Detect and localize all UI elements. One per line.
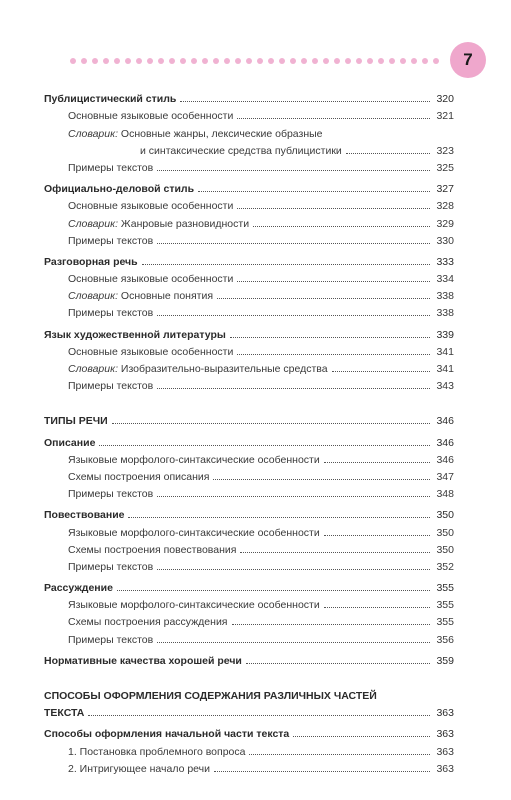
toc-entry[interactable]	[44, 449, 454, 466]
dot-decoration	[323, 58, 329, 64]
toc-page-number: 359	[436, 654, 454, 667]
dot-decoration	[400, 58, 406, 64]
toc-entry-continuation: ТЕКСТА	[44, 707, 85, 720]
toc-entry-title	[68, 162, 153, 174]
dot-leader	[230, 337, 430, 338]
toc-page-number: 355	[436, 616, 454, 629]
toc-page-number: 363	[436, 745, 454, 758]
dot-leader	[240, 552, 430, 553]
dot-leader	[157, 388, 430, 389]
toc-entry-text: Языковые морфолого-синтаксические особенности	[68, 453, 320, 466]
toc-entry-text: Повествование	[44, 509, 125, 522]
toc-entry[interactable]	[44, 483, 454, 500]
toc-entry-text: Рассуждение	[44, 582, 113, 595]
toc-entry-text: Схемы построения рассуждения	[68, 616, 228, 629]
toc-page-number: 347	[436, 470, 454, 483]
dot-leader	[157, 315, 430, 316]
toc-entry-title	[68, 110, 233, 122]
toc-page-number: 355	[436, 599, 454, 612]
dot-decoration	[290, 58, 296, 64]
toc-entry[interactable]	[44, 410, 454, 427]
toc-entry-title	[68, 454, 320, 466]
toc-entry[interactable]	[44, 285, 454, 302]
toc-page-number: 321	[436, 110, 454, 123]
dot-decoration	[356, 58, 362, 64]
toc-entry-title	[44, 582, 113, 594]
toc-page-number: 350	[436, 509, 454, 522]
dot-leader	[214, 771, 430, 772]
dot-leader	[232, 624, 431, 625]
dot-decoration	[301, 58, 307, 64]
dot-leader	[157, 170, 430, 171]
dictionary-label: Словарик:	[68, 363, 118, 375]
toc-entry[interactable]	[44, 341, 454, 358]
dot-decoration	[334, 58, 340, 64]
dot-leader	[253, 226, 430, 227]
dictionary-label: Словарик:	[68, 127, 118, 140]
dot-leader	[198, 191, 430, 192]
dot-leader	[112, 423, 430, 424]
dot-decoration	[257, 58, 263, 64]
dot-decoration	[268, 58, 274, 64]
dictionary-label: Словарик:	[68, 217, 118, 230]
toc-page-number: 334	[436, 273, 454, 286]
page-header	[0, 40, 511, 84]
toc-entry-text: СПОСОБЫ ОФОРМЛЕНИЯ СОДЕРЖАНИЯ РАЗЛИЧНЫХ ЧАСТЕЙ	[44, 690, 377, 702]
toc-page-number: 352	[436, 560, 454, 573]
dot-decoration	[70, 58, 76, 64]
toc-entry[interactable]	[44, 723, 454, 740]
toc-entry-title	[68, 290, 213, 302]
dot-decoration	[180, 58, 186, 64]
toc-entry-text: Схемы построения повествования	[68, 543, 237, 556]
dot-decoration	[312, 58, 318, 64]
toc-entry-title	[68, 561, 153, 573]
toc-entry[interactable]	[44, 302, 454, 319]
toc-entry-text: Языковые морфолого-синтаксические особенности	[68, 599, 320, 612]
dot-decoration	[224, 58, 230, 64]
dot-leader	[237, 281, 430, 282]
toc-entry-title	[68, 634, 153, 646]
toc-entry-text: Примеры текстов	[68, 633, 154, 646]
toc-entry-title	[68, 616, 228, 628]
dot-decoration	[433, 58, 439, 64]
toc-entry-title	[44, 183, 194, 195]
toc-entry-title	[68, 544, 236, 556]
toc-entry-title	[68, 346, 233, 358]
dot-decoration	[136, 58, 142, 64]
toc-entry-text: Основные понятия	[118, 290, 214, 303]
toc-entry[interactable]	[44, 539, 454, 556]
toc-entry-text: Примеры текстов	[68, 488, 154, 501]
toc-entry-title	[44, 437, 95, 449]
dot-decoration	[81, 58, 87, 64]
toc-page-number: 338	[436, 290, 454, 303]
toc-entry[interactable]	[44, 230, 454, 247]
toc-entry-title	[68, 307, 153, 319]
dot-decoration	[169, 58, 175, 64]
toc-page-number: 363	[436, 728, 454, 741]
dot-leader	[324, 535, 430, 536]
toc-page-number: 348	[436, 488, 454, 501]
toc-entry-title	[68, 599, 320, 611]
dot-leader	[324, 607, 430, 608]
toc-entry-text: Описание	[44, 436, 96, 449]
toc-entry-text: Основные языковые особенности	[68, 110, 234, 123]
dot-decoration	[378, 58, 384, 64]
toc-entry[interactable]	[44, 375, 454, 392]
toc-entry-text: Примеры текстов	[68, 307, 154, 320]
toc-entry-title	[68, 363, 328, 375]
toc-entry-title	[68, 235, 153, 247]
toc-entry[interactable]	[44, 521, 454, 538]
toc-entry-title	[68, 273, 233, 285]
toc-entry[interactable]	[44, 628, 454, 645]
dot-decoration	[202, 58, 208, 64]
toc-entry-title	[44, 728, 289, 740]
dot-leader	[324, 462, 430, 463]
toc-entry-text: Языковые морфолого-синтаксические особенности	[68, 526, 320, 539]
toc-entry-text: Схемы построения описания	[68, 470, 210, 483]
toc-entry[interactable]	[44, 594, 454, 611]
toc-page-number: 355	[436, 582, 454, 595]
toc-entry-text: Жанровые разновидности	[118, 217, 250, 230]
toc-page-number: 350	[436, 526, 454, 539]
toc-page-number: 330	[436, 234, 454, 247]
dot-decoration	[235, 58, 241, 64]
toc-entry[interactable]	[44, 122, 454, 139]
dot-leader	[332, 371, 430, 372]
dot-leader	[237, 208, 430, 209]
toc-page-number: 339	[436, 328, 454, 341]
toc-entry-title	[68, 200, 233, 212]
toc-page-number: 363	[436, 762, 454, 775]
toc-entry-title	[44, 329, 226, 341]
toc-entry-text: Основные языковые особенности	[68, 200, 234, 213]
dot-leader	[157, 243, 430, 244]
toc-entry-title	[68, 746, 245, 758]
toc-page-number: 343	[436, 380, 454, 393]
table-of-contents	[44, 88, 454, 775]
toc-entry[interactable]	[44, 758, 454, 775]
toc-entry-title	[68, 128, 323, 140]
section-gap	[44, 392, 454, 410]
toc-entry-text: Примеры текстов	[68, 380, 154, 393]
toc-entry[interactable]	[44, 650, 454, 667]
toc-page-number: 346	[436, 436, 454, 449]
toc-entry-text: Способы оформления начальной части текста	[44, 728, 290, 741]
toc-page-number: 350	[436, 543, 454, 556]
toc-entry[interactable]	[44, 577, 454, 594]
toc-entry[interactable]	[44, 740, 454, 757]
toc-entry-text: Язык художественной литературы	[44, 328, 226, 341]
dot-decoration	[158, 58, 164, 64]
dot-leader	[99, 445, 430, 446]
toc-page-number: 341	[436, 363, 454, 375]
toc-entry[interactable]	[44, 157, 454, 174]
dot-leader	[249, 754, 430, 755]
dot-decoration	[422, 58, 428, 64]
dot-leader	[88, 715, 430, 716]
toc-entry-title	[68, 218, 249, 230]
toc-page-number: 363	[436, 707, 454, 720]
toc-page-number: 356	[436, 633, 454, 646]
dot-leader	[217, 298, 430, 299]
toc-entry[interactable]	[44, 212, 454, 229]
decorative-dot-line	[70, 58, 450, 66]
dot-leader	[157, 642, 430, 643]
dot-decoration	[147, 58, 153, 64]
toc-entry[interactable]	[44, 88, 454, 105]
section-gap	[44, 667, 454, 685]
toc-entry-title	[68, 763, 210, 775]
dot-leader	[213, 479, 430, 480]
dot-leader	[293, 736, 430, 737]
toc-entry-title	[68, 380, 153, 392]
toc-page-number: 346	[436, 453, 454, 466]
toc-entry[interactable]	[44, 358, 454, 375]
toc-page-number: 333	[436, 255, 454, 268]
toc-entry-text: Примеры текстов	[68, 234, 154, 247]
dot-leader	[142, 264, 430, 265]
toc-page-number: 329	[436, 217, 454, 230]
toc-entry[interactable]	[44, 431, 454, 448]
toc-entry[interactable]	[44, 195, 454, 212]
dot-decoration	[345, 58, 351, 64]
toc-entry[interactable]	[44, 178, 454, 195]
dot-leader	[246, 663, 430, 664]
toc-entry-text: 2. Интригующее начало речи	[68, 762, 210, 775]
toc-entry[interactable]	[44, 268, 454, 285]
toc-page-number: 327	[436, 183, 454, 196]
dot-leader	[157, 569, 430, 570]
toc-entry[interactable]	[44, 504, 454, 521]
toc-entry-title	[44, 415, 108, 427]
dot-leader	[237, 354, 430, 355]
dot-decoration	[246, 58, 252, 64]
toc-page-number: 346	[436, 415, 454, 428]
toc-entry-text: Примеры текстов	[68, 560, 154, 573]
toc-entry[interactable]	[44, 702, 454, 719]
toc-entry-text: Основные жанры, лексические образные	[118, 127, 323, 140]
toc-page-number: 338	[436, 307, 454, 320]
page-number-badge: 7	[450, 42, 486, 78]
dictionary-label: Словарик:	[68, 290, 118, 303]
toc-entry-text: Нормативные качества хорошей речи	[44, 654, 242, 667]
toc-entry-title	[44, 509, 124, 521]
toc-entry-text: Изобразительно-выразительные средства	[118, 363, 328, 375]
toc-entry-text: ТИПЫ РЕЧИ	[44, 415, 108, 428]
toc-entry-text: Основные языковые особенности	[68, 345, 234, 358]
toc-entry-title	[44, 690, 377, 702]
toc-entry-text: Разговорная речь	[44, 255, 138, 268]
toc-entry-text: Публицистический стиль	[44, 93, 177, 106]
toc-entry[interactable]	[44, 323, 454, 340]
dot-leader	[117, 590, 430, 591]
dot-decoration	[389, 58, 395, 64]
toc-entry[interactable]	[44, 556, 454, 573]
toc-entry-title	[68, 488, 153, 500]
dot-decoration	[92, 58, 98, 64]
toc-entry-title	[68, 527, 320, 539]
toc-entry-title	[44, 93, 176, 105]
dot-decoration	[103, 58, 109, 64]
dot-leader	[128, 517, 430, 518]
toc-page-number: 323	[436, 144, 454, 157]
dot-decoration	[191, 58, 197, 64]
toc-entry-continuation: и синтаксические средства публицистики	[140, 144, 342, 157]
toc-entry[interactable]	[44, 105, 454, 122]
dot-leader	[237, 118, 430, 119]
toc-page-number: 325	[436, 161, 454, 174]
toc-page-number: 320	[436, 93, 454, 106]
toc-entry[interactable]	[44, 685, 454, 702]
dot-decoration	[213, 58, 219, 64]
toc-page-number: 328	[436, 200, 454, 213]
dot-decoration	[411, 58, 417, 64]
toc-entry-text: 1. Постановка проблемного вопроса	[68, 745, 246, 758]
toc-entry-title	[44, 256, 138, 268]
toc-entry[interactable]	[44, 611, 454, 628]
toc-entry-title	[68, 471, 209, 483]
dot-decoration	[114, 58, 120, 64]
toc-entry[interactable]	[44, 140, 454, 157]
toc-page-number: 341	[436, 345, 454, 358]
dot-decoration	[279, 58, 285, 64]
dot-leader	[346, 153, 430, 154]
dot-leader	[180, 101, 430, 102]
dot-decoration	[125, 58, 131, 64]
dot-decoration	[367, 58, 373, 64]
toc-entry-text: Официально-деловой стиль	[44, 183, 195, 196]
dot-leader	[157, 496, 430, 497]
toc-entry[interactable]	[44, 251, 454, 268]
toc-entry-title	[44, 655, 242, 667]
toc-entry-text: Основные языковые особенности	[68, 273, 234, 286]
toc-entry[interactable]	[44, 466, 454, 483]
toc-entry-text: Примеры текстов	[68, 161, 154, 174]
